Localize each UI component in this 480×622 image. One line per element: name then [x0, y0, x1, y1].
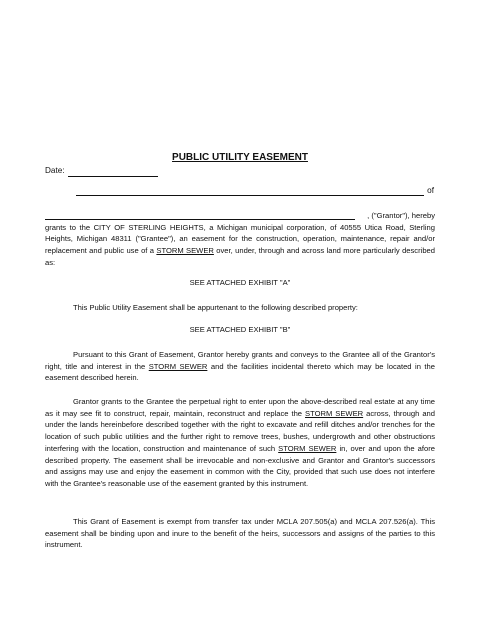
pursuant-text-2: and the facilities incidental thereto which may be located in the easement described herein. — [45, 361, 435, 383]
storm-sewer-term: STORM SEWER — [148, 361, 208, 371]
grantor-name-blank-line — [76, 195, 424, 196]
exempt-text: This Grant of Easement is exempt from transfer tax under MCLA 207.505(a) and MCLA 207.526(a). This easement shall be binding upon and inure to the benefit of the heirs, successors and assigns of the parties to this instrument. — [45, 517, 435, 550]
exhibit-b-line: SEE ATTACHED EXHIBIT "B" — [189, 325, 291, 334]
grantor-paragraph — [45, 210, 435, 269]
exempt-paragraph — [45, 516, 435, 551]
grantor-tag: , ("Grantor"), hereby — [367, 211, 435, 220]
pursuant-paragraph — [45, 349, 435, 384]
exhibit-a-line: SEE ATTACHED EXHIBIT "A" — [189, 278, 291, 287]
grantor-text-2: over, under, through and across land more particularly described as: — [45, 246, 435, 267]
appurtenant-text: This Public Utility Easement shall be appurtenant to the following described property: — [73, 303, 358, 312]
perpetual-text-2: across, through and under the lands hereinbefore described together with the right to excavate and refill ditches and/or trenches for the location of such public utilities and the further right to remove trees, bushes, undergrowth and other obstructions interfering with the location, construction and maintenance of such — [45, 408, 436, 453]
storm-sewer-term: STORM SEWER — [305, 408, 364, 418]
storm-sewer-term: STORM SEWER — [156, 246, 214, 256]
storm-sewer-term: STORM SEWER — [278, 443, 337, 453]
date-blank-line — [68, 176, 158, 177]
of-word: of — [427, 186, 434, 195]
document-title: PUBLIC UTILITY EASEMENT — [172, 152, 308, 163]
appurtenant-paragraph — [45, 302, 435, 314]
perpetual-text-1: Grantor grants to the Grantee the perpetual right to enter upon the above-described real estate at any time as it may see fit to construct, repair, maintain, reconstruct and replace the — [45, 397, 435, 418]
perpetual-text-3: in, over and upon the afore described property. The easement shall be irrevocable and non-exclusive and Grantor and Grantor's successors and assigns may use and enjoy the easement in common with the City, provided that such use does not interfere with the Grantee's reasonable use of the easement granted by this instrument. — [45, 443, 435, 488]
pursuant-text-1: Pursuant to this Grant of Easement, Grantor hereby grants and conveys to the Grantee all of the Grantor's right, title and interest in the — [45, 350, 435, 371]
date-label: Date: — [45, 166, 65, 175]
grantor-text-1: grants to the CITY OF STERLING HEIGHTS, a Michigan municipal corporation, of 40555 Utica Road, Sterling Heights, Michigan 48311 ("Grantee"), an easement for the construction, operation, maintenance, repair and/or replacement and public use of a — [45, 222, 435, 256]
perpetual-right-paragraph — [45, 396, 435, 490]
